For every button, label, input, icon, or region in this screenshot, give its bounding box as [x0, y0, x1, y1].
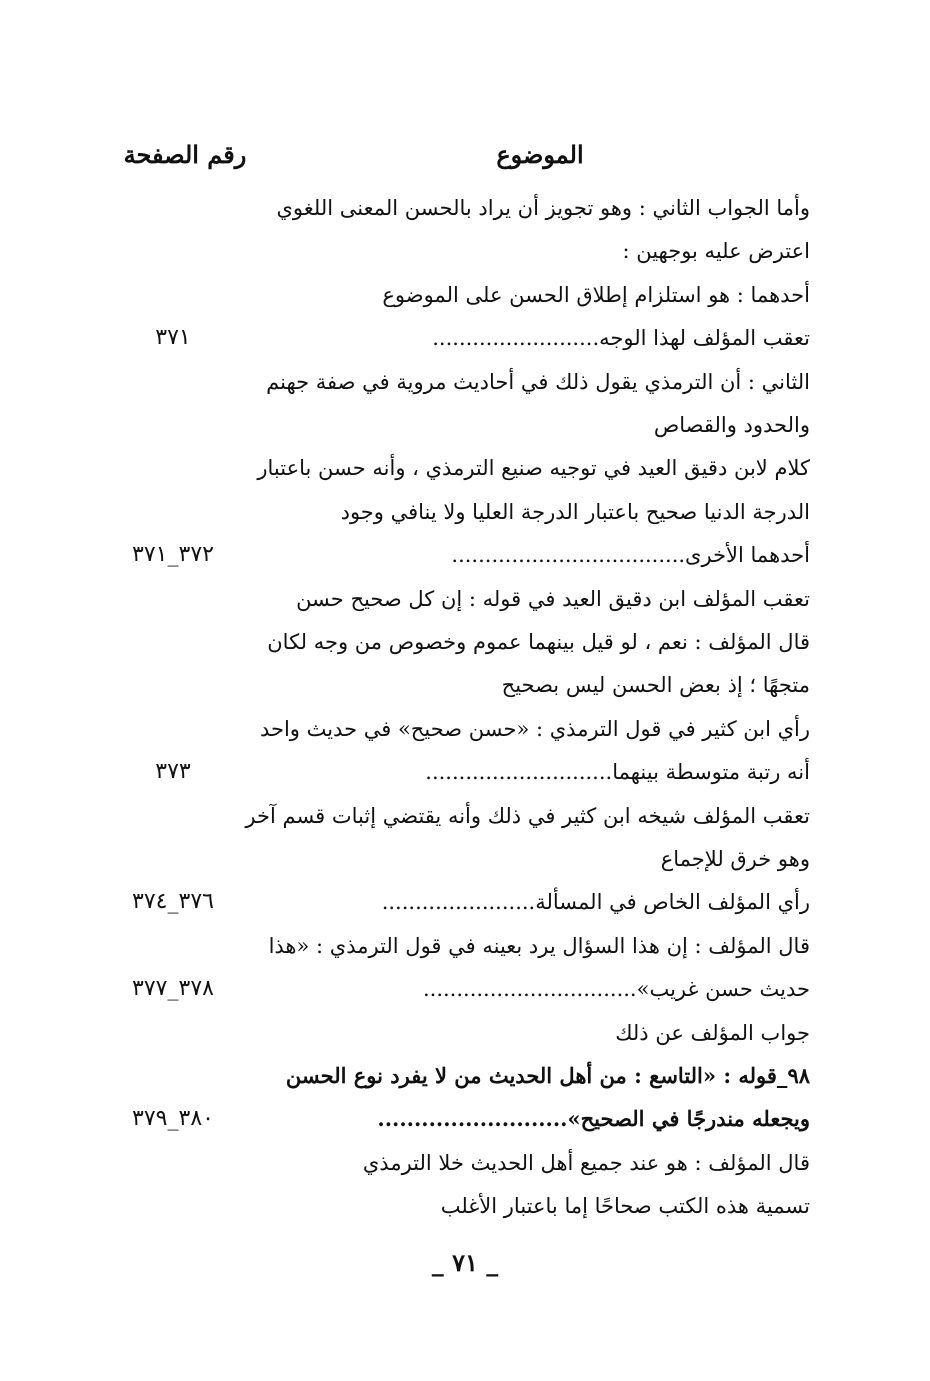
toc-row: [90, 533, 810, 577]
toc-entry-text: تعقب المؤلف ابن دقيق العيد في قوله : إن كل صحيح حسن: [296, 586, 810, 611]
toc-row: [90, 967, 810, 1011]
toc-entry-page: ٣٨٠_٣٧٩: [132, 1106, 214, 1132]
toc-entry-page: ٣٧٢_٣٧١: [132, 542, 214, 568]
toc-row: [90, 1097, 810, 1141]
toc-entry-text: قال المؤلف : هو عند جميع أهل الحديث خلا الترمذي: [362, 1150, 810, 1175]
toc-entry-page: ٣٧٨_٣٧٧: [132, 976, 214, 1002]
toc-entry-text: تعقب المؤلف لهذا الوجه.........................: [432, 326, 810, 351]
toc-entry-text: أحدهما : هو استلزام إطلاق الحسن على الموضوع: [382, 282, 810, 307]
toc-entry-text: حديث حسن غريب»................................: [422, 977, 810, 1002]
toc-entry-text: تعقب المؤلف شيخه ابن كثير في ذلك وأنه يقتضي إثبات قسم آخر: [245, 803, 810, 828]
toc-row: [90, 1184, 810, 1228]
toc-row: [90, 794, 810, 838]
toc-row: [90, 186, 810, 230]
toc-entry-text: ويجعله مندرجًا في الصحيح»..........................: [377, 1106, 810, 1132]
toc-entry-text: كلام لابن دقيق العيد في توجيه صنيع الترمذي ، وأنه حسن باعتبار: [257, 456, 810, 481]
toc-entry-page: ٣٧٦_٣٧٤: [132, 889, 214, 915]
toc-entry-text: وهو خرق للإجماع: [660, 847, 810, 871]
toc-entry-text: الثاني : أن الترمذي يقول ذلك في أحاديث مروية في صفة جهنم: [266, 369, 810, 394]
toc-row: [90, 1011, 810, 1055]
toc-entry-text: ٩٨_قوله : «التاسع : من أهل الحديث من لا يفرد نوع الحسن: [285, 1063, 810, 1088]
toc-entry-text: رأي المؤلف الخاص في المسألة.......................: [381, 890, 810, 915]
toc-entry-text: وأما الجواب الثاني : وهو تجويز أن يراد بالحسن المعنى اللغوي: [276, 196, 810, 220]
toc-row: [90, 1054, 810, 1098]
toc-entry-text: قال المؤلف : نعم ، لو قيل بينهما عموم وخصوص من وجه لكان: [267, 630, 810, 654]
toc-entry-text: الدرجة الدنيا صحيح باعتبار الدرجة العليا ولا ينافي وجود: [340, 499, 810, 524]
toc-entry-text: رأي ابن كثير في قول الترمذي : «حسن صحيح» في حديث واحد: [259, 716, 810, 741]
toc-row: [90, 360, 810, 404]
toc-row: [90, 1141, 810, 1185]
toc-row: [90, 446, 810, 490]
toc-row: [90, 837, 810, 881]
toc-row: [90, 663, 810, 707]
page-number-column-header: رقم الصفحة: [123, 140, 247, 169]
toc-row: [90, 707, 810, 751]
toc-row: [90, 620, 810, 664]
toc-row: [90, 316, 810, 360]
topic-column-header: الموضوع: [496, 140, 584, 169]
toc-entry-page: ٣٧١: [155, 325, 191, 351]
toc-row: [90, 924, 810, 968]
toc-entry-text: أنه رتبة متوسطة بينهما............................: [425, 760, 810, 785]
toc-row: [90, 577, 810, 621]
toc-entry-text: قال المؤلف : إن هذا السؤال يرد بعينه في قول الترمذي : «هذا: [268, 933, 810, 958]
page-footer-number: _ ٧١ _: [431, 1248, 499, 1277]
toc-row: [90, 273, 810, 317]
toc-entry-text: تسمية هذه الكتب صحاحًا إما باعتبار الأغلب: [440, 1194, 810, 1219]
toc-entry-text: اعترض عليه بوجهين :: [622, 239, 810, 264]
toc-entry-page: ٣٧٣: [155, 759, 191, 785]
toc-entry-text: جواب المؤلف عن ذلك: [615, 1020, 810, 1045]
toc-entry-text: والحدود والقصاص: [653, 413, 810, 437]
toc-row: [90, 229, 810, 273]
toc-row: [90, 490, 810, 534]
toc-row: [90, 880, 810, 924]
toc-row: [90, 750, 810, 794]
toc-row: [90, 403, 810, 447]
toc-entry-text: متجهًا ؛ إذ بعض الحسن ليس بصحيح: [501, 673, 810, 698]
toc-entry-text: أحدهما الأخرى...................................: [451, 543, 810, 568]
